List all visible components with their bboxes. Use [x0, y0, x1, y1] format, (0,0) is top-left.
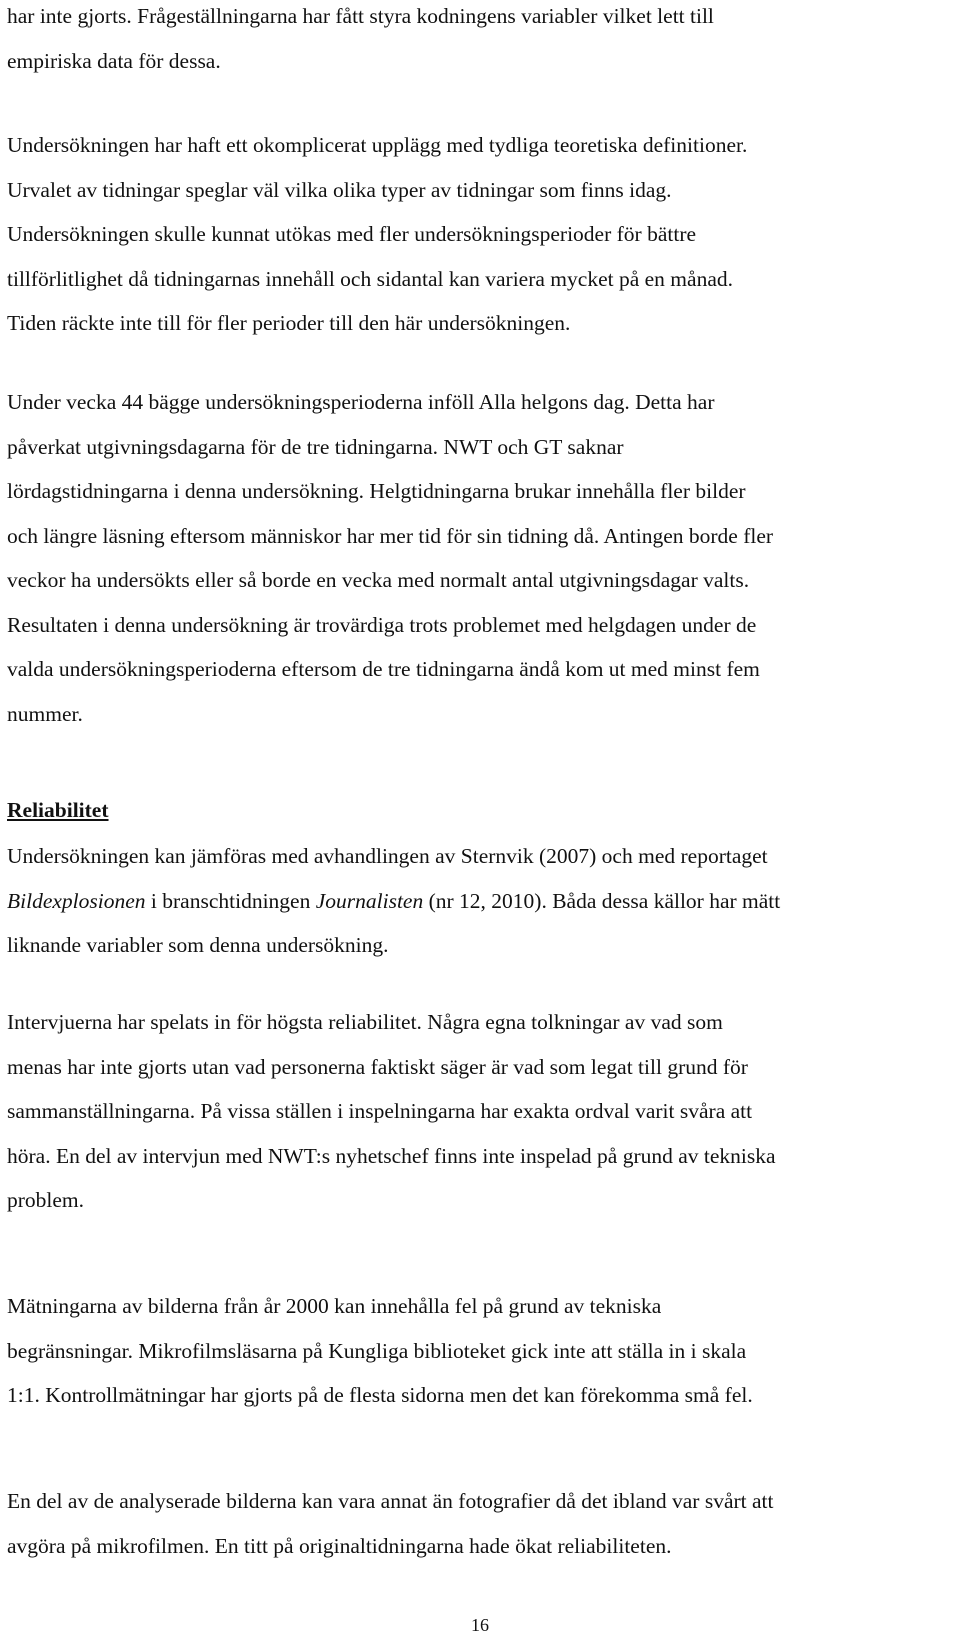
- text-line: 1:1. Kontrollmätningar har gjorts på de flesta sidorna men det kan förekomma små fel.: [7, 1383, 753, 1407]
- cited-title-journalisten: Journalisten: [315, 888, 424, 913]
- paragraph-frågeställningar: [7, 0, 947, 83]
- text-span: i branschtidningen: [145, 888, 316, 913]
- paragraph-mikrofilm: [7, 1479, 947, 1568]
- text-line: lördagstidningarna i denna undersökning. Helgtidningarna brukar innehålla fler bilder: [7, 479, 746, 503]
- text-line: veckor ha undersökts eller så borde en vecka med normalt antal utgivningsdagar valts.: [7, 568, 750, 592]
- text-line: har inte gjorts. Frågeställningarna har fått styra kodningens variabler vilket lett till: [7, 4, 714, 28]
- text-line: tillförlitlighet då tidningarnas innehåll och sidantal kan variera mycket på en månad.: [7, 266, 733, 291]
- text-line: Tiden räckte inte till för fler perioder till den här undersökningen.: [7, 311, 571, 335]
- text-line: Undersökningen kan jämföras med avhandlingen av Sternvik (2007) och med reportaget: [7, 844, 768, 868]
- text-line: Undersökningen skulle kunnat utökas med fler undersökningsperioder för bättre: [7, 222, 697, 246]
- text-line: Mätningarna av bilderna från år 2000 kan innehålla fel på grund av tekniska: [7, 1294, 662, 1318]
- paragraph-intervjuer: [7, 1000, 947, 1223]
- text-line: sammanställningarna. På vissa ställen i inspelningarna har exakta ordval varit svåra att: [7, 1099, 753, 1123]
- paragraph-helgdag: [7, 380, 947, 736]
- text-line: höra. En del av intervjun med NWT:s nyhetschef finns inte inspelad på grund av tekniska: [7, 1143, 776, 1168]
- text-line: och längre läsning eftersom människor har mer tid för sin tidning då. Antingen borde fler: [7, 523, 774, 548]
- text-line: Urvalet av tidningar speglar väl vilka olika typer av tidningar som finns idag.: [7, 177, 672, 202]
- text-span: (nr 12, 2010). Båda dessa källor har mätt: [423, 888, 781, 913]
- page-number: 16: [471, 1615, 489, 1635]
- cited-title-bildexplosionen: Bildexplosionen: [7, 888, 146, 913]
- section-heading-reliabilitet: Reliabilitet: [7, 798, 109, 822]
- text-line: nummer.: [7, 701, 83, 726]
- text-line: begränsningar. Mikrofilmsläsarna på Kungliga biblioteket gick inte att ställa in i skala: [7, 1338, 747, 1363]
- text-line: Undersökningen har haft ett okomplicerat upplägg med tydliga teoretiska definitioner.: [7, 133, 748, 157]
- paragraph-jämförelse: [7, 834, 947, 968]
- paragraph-mätningar: [7, 1284, 947, 1418]
- text-line: liknande variabler som denna undersökning.: [7, 933, 389, 957]
- text-line: [7, 879, 947, 924]
- text-line: påverkat utgivningsdagarna för de tre tidningarna. NWT och GT saknar: [7, 434, 624, 459]
- text-line: Under vecka 44 bägge undersökningsperioderna inföll Alla helgons dag. Detta har: [7, 390, 715, 414]
- text-line: empiriska data för dessa.: [7, 48, 221, 73]
- paragraph-upplägg: [7, 123, 947, 346]
- text-line: avgöra på mikrofilmen. En titt på originaltidningarna hade ökat reliabiliteten.: [7, 1533, 672, 1558]
- text-line: valda undersökningsperioderna eftersom de tre tidningarna ändå kom ut med minst fem: [7, 657, 760, 681]
- text-line: Intervjuerna har spelats in för högsta reliabilitet. Några egna tolkningar av vad som: [7, 1010, 723, 1034]
- text-line: menas har inte gjorts utan vad personerna faktiskt säger är vad som legat till grund för: [7, 1054, 748, 1079]
- text-line: Resultaten i denna undersökning är trovärdiga trots problemet med helgdagen under de: [7, 612, 757, 637]
- text-line: En del av de analyserade bilderna kan vara annat än fotografier då det ibland var svårt att: [7, 1489, 774, 1513]
- text-line: problem.: [7, 1188, 85, 1212]
